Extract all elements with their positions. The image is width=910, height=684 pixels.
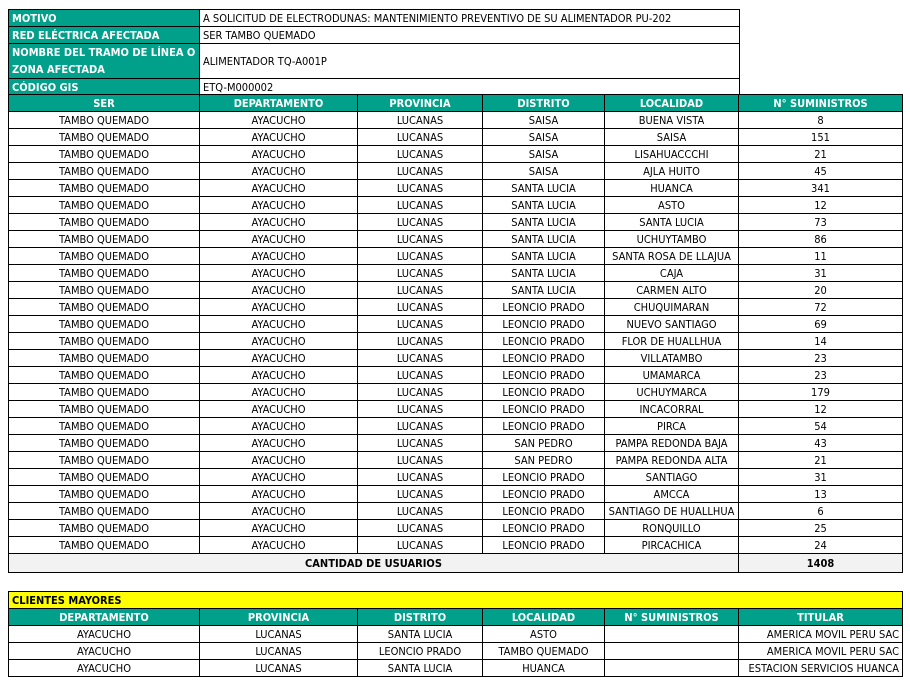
table-cell: LEONCIO PRADO (483, 486, 605, 503)
column-header: PROVINCIA (358, 95, 483, 112)
column-header: DEPARTAMENTO (9, 609, 200, 626)
total-row (9, 554, 903, 573)
table-cell: LUCANAS (358, 486, 483, 503)
table-cell: UCHUYMARCA (605, 384, 739, 401)
table-cell: TAMBO QUEMADO (9, 180, 200, 197)
table-cell: AYACUCHO (200, 520, 358, 537)
table-cell: 13 (739, 486, 903, 503)
table-cell: LUCANAS (358, 316, 483, 333)
table-cell: SANTIAGO (605, 469, 739, 486)
client-cell: LUCANAS (200, 660, 358, 677)
table-cell: FLOR DE HUALLHUA (605, 333, 739, 350)
info-table (8, 9, 740, 96)
column-header: LOCALIDAD (605, 95, 739, 112)
table-row (9, 401, 903, 418)
table-cell: PAMPA REDONDA BAJA (605, 435, 739, 452)
client-cell (605, 626, 739, 643)
info-label: RED ELÉCTRICA AFECTADA (9, 27, 200, 44)
table-cell: ASTO (605, 197, 739, 214)
table-cell: TAMBO QUEMADO (9, 112, 200, 129)
table-cell: LUCANAS (358, 163, 483, 180)
table-cell: TAMBO QUEMADO (9, 129, 200, 146)
table-cell: VILLATAMBO (605, 350, 739, 367)
table-cell: AYACUCHO (200, 214, 358, 231)
table-cell: LUCANAS (358, 537, 483, 554)
table-cell: LUCANAS (358, 265, 483, 282)
total-value: 1408 (739, 554, 903, 573)
client-cell: SANTA LUCIA (358, 626, 483, 643)
table-row (9, 197, 903, 214)
table-cell: 54 (739, 418, 903, 435)
table-row (9, 248, 903, 265)
table-cell: LEONCIO PRADO (483, 316, 605, 333)
table-cell: LUCANAS (358, 452, 483, 469)
table-cell: 12 (739, 197, 903, 214)
client-cell: AYACUCHO (9, 626, 200, 643)
info-row-red (9, 27, 740, 44)
table-cell: TAMBO QUEMADO (9, 384, 200, 401)
table-cell: LISAHUACCCHI (605, 146, 739, 163)
table-cell: AYACUCHO (200, 197, 358, 214)
client-cell: LUCANAS (200, 643, 358, 660)
client-row (9, 660, 903, 677)
table-cell: CAJA (605, 265, 739, 282)
table-cell: SAISA (483, 129, 605, 146)
table-cell: AYACUCHO (200, 469, 358, 486)
table-cell: LEONCIO PRADO (483, 503, 605, 520)
client-cell: AMERICA MOVIL PERU SAC (739, 643, 903, 660)
table-cell: SANTA LUCIA (483, 180, 605, 197)
table-row (9, 537, 903, 554)
table-cell: AYACUCHO (200, 265, 358, 282)
table-cell: TAMBO QUEMADO (9, 214, 200, 231)
table-cell: AYACUCHO (200, 503, 358, 520)
table-cell: 86 (739, 231, 903, 248)
info-row-codigo (9, 79, 740, 96)
info-label: NOMBRE DEL TRAMO DE LÍNEA O ZONA AFECTADA (9, 44, 200, 79)
table-cell: SAISA (483, 112, 605, 129)
table-cell: SANTA ROSA DE LLAJUA (605, 248, 739, 265)
table-cell: AYACUCHO (200, 384, 358, 401)
table-cell: TAMBO QUEMADO (9, 537, 200, 554)
column-header: PROVINCIA (200, 609, 358, 626)
clients-title-row (9, 592, 903, 609)
table-cell: SAISA (483, 163, 605, 180)
table-cell: TAMBO QUEMADO (9, 231, 200, 248)
table-cell: 69 (739, 316, 903, 333)
table-cell: AYACUCHO (200, 401, 358, 418)
table-cell: TAMBO QUEMADO (9, 265, 200, 282)
table-cell: 31 (739, 469, 903, 486)
table-cell: LUCANAS (358, 503, 483, 520)
table-row (9, 333, 903, 350)
table-cell: 341 (739, 180, 903, 197)
table-cell: TAMBO QUEMADO (9, 333, 200, 350)
table-cell: LUCANAS (358, 129, 483, 146)
info-value: SER TAMBO QUEMADO (200, 27, 740, 44)
table-cell: LEONCIO PRADO (483, 299, 605, 316)
table-cell: CHUQUIMARAN (605, 299, 739, 316)
table-cell: LUCANAS (358, 367, 483, 384)
table-cell: TAMBO QUEMADO (9, 146, 200, 163)
table-cell: TAMBO QUEMADO (9, 452, 200, 469)
table-row (9, 469, 903, 486)
table-cell: LEONCIO PRADO (483, 418, 605, 435)
table-cell: AYACUCHO (200, 435, 358, 452)
table-cell: RONQUILLO (605, 520, 739, 537)
table-row (9, 503, 903, 520)
table-cell: AYACUCHO (200, 316, 358, 333)
table-cell: LUCANAS (358, 214, 483, 231)
info-row-motivo (9, 10, 740, 27)
clients-title: CLIENTES MAYORES (9, 592, 903, 609)
table-row (9, 418, 903, 435)
table-row (9, 112, 903, 129)
table-cell: AYACUCHO (200, 367, 358, 384)
table-cell: 43 (739, 435, 903, 452)
table-cell: AYACUCHO (200, 418, 358, 435)
table-cell: TAMBO QUEMADO (9, 401, 200, 418)
info-label: CÓDIGO GIS (9, 79, 200, 96)
table-cell: LUCANAS (358, 248, 483, 265)
column-header: DISTRITO (358, 609, 483, 626)
table-row (9, 180, 903, 197)
table-row (9, 486, 903, 503)
table-cell: SANTA LUCIA (605, 214, 739, 231)
table-cell: AYACUCHO (200, 231, 358, 248)
table-cell: 73 (739, 214, 903, 231)
table-cell: HUANCA (605, 180, 739, 197)
table-cell: AJLA HUITO (605, 163, 739, 180)
total-label: CANTIDAD DE USUARIOS (9, 554, 739, 573)
table-cell: 14 (739, 333, 903, 350)
table-cell: LUCANAS (358, 180, 483, 197)
table-cell: PIRCACHICA (605, 537, 739, 554)
table-cell: LEONCIO PRADO (483, 384, 605, 401)
table-cell: LEONCIO PRADO (483, 333, 605, 350)
table-cell: AMCCA (605, 486, 739, 503)
table-row (9, 163, 903, 180)
table-cell: SAN PEDRO (483, 452, 605, 469)
client-row (9, 626, 903, 643)
table-cell: AYACUCHO (200, 282, 358, 299)
client-cell (605, 660, 739, 677)
table-row (9, 265, 903, 282)
table-cell: TAMBO QUEMADO (9, 367, 200, 384)
table-cell: AYACUCHO (200, 163, 358, 180)
table-row (9, 435, 903, 452)
table-cell: AYACUCHO (200, 112, 358, 129)
table-cell: LUCANAS (358, 282, 483, 299)
table-cell: SAN PEDRO (483, 435, 605, 452)
table-cell: UCHUYTAMBO (605, 231, 739, 248)
table-cell: 151 (739, 129, 903, 146)
table-cell: LUCANAS (358, 333, 483, 350)
client-cell: ESTACION SERVICIOS HUANCA (739, 660, 903, 677)
table-cell: TAMBO QUEMADO (9, 486, 200, 503)
table-cell: LEONCIO PRADO (483, 367, 605, 384)
client-cell: HUANCA (483, 660, 605, 677)
table-header-row (9, 95, 903, 112)
client-row (9, 643, 903, 660)
table-cell: SANTA LUCIA (483, 282, 605, 299)
table-cell: CARMEN ALTO (605, 282, 739, 299)
table-cell: SANTIAGO DE HUALLHUA (605, 503, 739, 520)
table-cell: BUENA VISTA (605, 112, 739, 129)
table-cell: 25 (739, 520, 903, 537)
table-row (9, 520, 903, 537)
table-cell: TAMBO QUEMADO (9, 520, 200, 537)
table-cell: LUCANAS (358, 401, 483, 418)
major-clients-table (8, 591, 903, 677)
table-row (9, 350, 903, 367)
clients-header-row (9, 609, 903, 626)
table-cell: TAMBO QUEMADO (9, 299, 200, 316)
client-cell: AMERICA MOVIL PERU SAC (739, 626, 903, 643)
table-cell: AYACUCHO (200, 299, 358, 316)
table-cell: TAMBO QUEMADO (9, 350, 200, 367)
column-header: TITULAR (739, 609, 903, 626)
table-cell: LUCANAS (358, 197, 483, 214)
client-cell: LEONCIO PRADO (358, 643, 483, 660)
table-cell: UMAMARCA (605, 367, 739, 384)
table-cell: LUCANAS (358, 299, 483, 316)
table-row (9, 231, 903, 248)
info-value: ETQ-M000002 (200, 79, 740, 96)
table-row (9, 282, 903, 299)
table-cell: LUCANAS (358, 469, 483, 486)
table-cell: LEONCIO PRADO (483, 469, 605, 486)
table-cell: 45 (739, 163, 903, 180)
column-header: DEPARTAMENTO (200, 95, 358, 112)
table-cell: 8 (739, 112, 903, 129)
table-cell: SANTA LUCIA (483, 248, 605, 265)
client-cell: TAMBO QUEMADO (483, 643, 605, 660)
table-cell: AYACUCHO (200, 129, 358, 146)
table-cell: LUCANAS (358, 350, 483, 367)
table-cell: LUCANAS (358, 384, 483, 401)
table-cell: TAMBO QUEMADO (9, 469, 200, 486)
table-cell: AYACUCHO (200, 452, 358, 469)
table-cell: AYACUCHO (200, 350, 358, 367)
table-cell: AYACUCHO (200, 248, 358, 265)
table-cell: 11 (739, 248, 903, 265)
table-cell: AYACUCHO (200, 537, 358, 554)
table-cell: TAMBO QUEMADO (9, 163, 200, 180)
column-header: N° SUMINISTROS (739, 95, 903, 112)
table-cell: PAMPA REDONDA ALTA (605, 452, 739, 469)
column-header: DISTRITO (483, 95, 605, 112)
info-value: A SOLICITUD DE ELECTRODUNAS: MANTENIMIENTO PREVENTIVO DE SU ALIMENTADOR PU-202 (200, 10, 740, 27)
table-cell: LEONCIO PRADO (483, 350, 605, 367)
table-cell: 6 (739, 503, 903, 520)
column-header: SER (9, 95, 200, 112)
table-cell: SAISA (483, 146, 605, 163)
table-cell: 24 (739, 537, 903, 554)
table-cell: TAMBO QUEMADO (9, 503, 200, 520)
table-cell: 23 (739, 367, 903, 384)
supplies-table (8, 94, 903, 573)
table-cell: LUCANAS (358, 418, 483, 435)
client-cell: ASTO (483, 626, 605, 643)
info-value: ALIMENTADOR TQ-A001P (200, 44, 740, 79)
table-row (9, 384, 903, 401)
table-cell: LEONCIO PRADO (483, 520, 605, 537)
table-row (9, 452, 903, 469)
table-cell: TAMBO QUEMADO (9, 282, 200, 299)
table-cell: AYACUCHO (200, 486, 358, 503)
table-cell: LUCANAS (358, 231, 483, 248)
table-cell: INCACORRAL (605, 401, 739, 418)
table-cell: 21 (739, 146, 903, 163)
table-cell: LUCANAS (358, 520, 483, 537)
table-cell: AYACUCHO (200, 180, 358, 197)
table-cell: SANTA LUCIA (483, 197, 605, 214)
table-cell: SANTA LUCIA (483, 265, 605, 282)
table-row (9, 299, 903, 316)
table-cell: 72 (739, 299, 903, 316)
table-row (9, 214, 903, 231)
table-cell: TAMBO QUEMADO (9, 197, 200, 214)
client-cell: LUCANAS (200, 626, 358, 643)
client-cell: SANTA LUCIA (358, 660, 483, 677)
table-cell: 23 (739, 350, 903, 367)
client-cell (605, 643, 739, 660)
client-cell: AYACUCHO (9, 660, 200, 677)
table-row (9, 316, 903, 333)
client-cell: AYACUCHO (9, 643, 200, 660)
column-header: N° SUMINISTROS (605, 609, 739, 626)
table-cell: LUCANAS (358, 146, 483, 163)
table-cell: SANTA LUCIA (483, 231, 605, 248)
table-cell: 21 (739, 452, 903, 469)
table-row (9, 367, 903, 384)
table-row (9, 129, 903, 146)
table-row (9, 146, 903, 163)
table-cell: AYACUCHO (200, 333, 358, 350)
table-cell: LEONCIO PRADO (483, 401, 605, 418)
table-cell: 20 (739, 282, 903, 299)
table-cell: SAISA (605, 129, 739, 146)
table-cell: TAMBO QUEMADO (9, 316, 200, 333)
column-header: LOCALIDAD (483, 609, 605, 626)
table-cell: TAMBO QUEMADO (9, 248, 200, 265)
info-label: MOTIVO (9, 10, 200, 27)
table-cell: 12 (739, 401, 903, 418)
table-cell: TAMBO QUEMADO (9, 418, 200, 435)
table-cell: 31 (739, 265, 903, 282)
info-row-tramo (9, 44, 740, 79)
table-cell: LUCANAS (358, 112, 483, 129)
table-cell: SANTA LUCIA (483, 214, 605, 231)
table-cell: AYACUCHO (200, 146, 358, 163)
table-cell: PIRCA (605, 418, 739, 435)
table-cell: NUEVO SANTIAGO (605, 316, 739, 333)
table-cell: LUCANAS (358, 435, 483, 452)
table-cell: TAMBO QUEMADO (9, 435, 200, 452)
table-cell: 179 (739, 384, 903, 401)
table-cell: LEONCIO PRADO (483, 537, 605, 554)
